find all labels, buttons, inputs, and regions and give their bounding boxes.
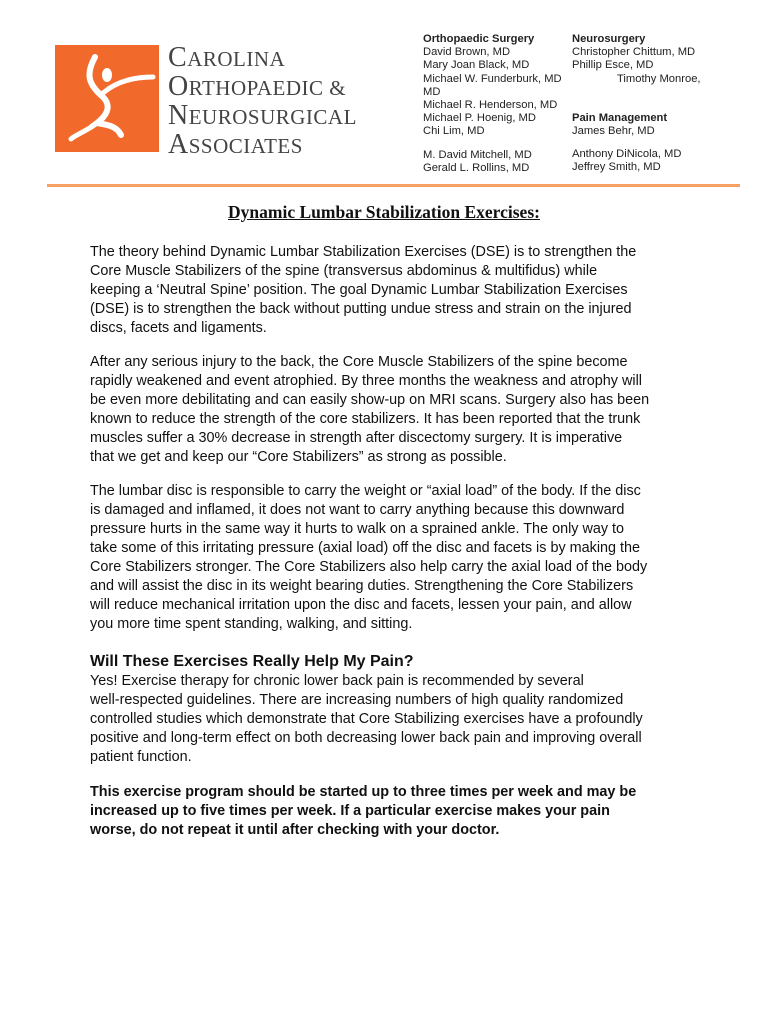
staff-name: Phillip Esce, MD <box>572 59 654 72</box>
logo-figure-icon <box>55 45 159 152</box>
text-line: worse, do not repeat it until after checking with your doctor. <box>90 822 500 838</box>
text-line: discs, facets and ligaments. <box>90 320 267 336</box>
text-line: known to reduce the strength of the core stabilizers. It has been reported that the trunk <box>90 411 641 427</box>
section-heading: Neurosurgery <box>572 33 646 45</box>
section-heading: Will These Exercises Really Help My Pain? <box>90 653 414 670</box>
paragraph-answer <box>90 672 643 767</box>
text-line: is damaged and inflamed, it does not want to carry anything because this downward <box>90 502 625 518</box>
text-line: controlled studies which demonstrate that Core Stabilizing exercises have a profoundly <box>90 711 643 727</box>
staff-name: Jeffrey Smith, MD <box>572 161 661 174</box>
text-line: muscles suffer a 30% decrease in strength after discectomy surgery. It is imperative <box>90 430 623 446</box>
staff-name: Michael R. Henderson, MD <box>423 99 558 112</box>
text-line: Core Stabilizers stronger. The Core Stabilizers also help carry the axial load of the body <box>90 559 648 575</box>
text-line: The lumbar disc is responsible to carry the weight or “axial load” of the body. If the disc <box>90 483 641 499</box>
staff-orthopaedic <box>423 33 562 175</box>
text-line: pressure hurts in the same way it hurts to walk on a sprained ankle. The only way to <box>90 521 625 537</box>
text-line: and will assist the disc in its weight bearing duties. Strengthening the Core Stabilizers <box>90 578 634 594</box>
staff-name: James Behr, MD <box>572 125 655 138</box>
text-line: increased up to five times per week. If a particular exercise makes your pain <box>90 803 610 819</box>
text-line: This exercise program should be started up to three times per week and may be <box>90 784 637 800</box>
text-line: patient function. <box>90 749 192 765</box>
text-line: The theory behind Dynamic Lumbar Stabilization Exercises (DSE) is to strengthen the <box>90 244 637 260</box>
text-line: well-respected guidelines. There are increasing numbers of high quality randomized <box>90 692 624 708</box>
staff-name: Timothy Monroe, <box>617 72 701 85</box>
text-line: be even more debilitating and can easily show-up on MRI scans. Surgery also has been <box>90 392 650 408</box>
text-line: keeping a ‘Neutral Spine’ position. The goal Dynamic Lumbar Stabilization Exercises <box>90 282 628 298</box>
staff-name: Michael W. Funderburk, MD <box>423 72 562 85</box>
page-title: Dynamic Lumbar Stabilization Exercises: <box>228 202 540 222</box>
staff-name: Anthony DiNicola, MD <box>572 148 682 161</box>
staff-name: David Brown, MD <box>423 46 511 59</box>
staff-name: Gerald L. Rollins, MD <box>423 161 530 174</box>
text-line: you more time spent standing, walking, and sitting. <box>90 616 413 632</box>
text-line: Yes! Exercise therapy for chronic lower back pain is recommended by several <box>90 673 584 689</box>
text-line: rapidly weakened and event atrophied. By three months the weakness and atrophy will <box>90 373 642 389</box>
section-heading: Orthopaedic Surgery <box>423 33 535 45</box>
staff-name: M. David Mitchell, MD <box>423 148 532 161</box>
paragraph-injury <box>90 353 649 467</box>
staff-neuro-pain <box>572 33 701 175</box>
staff-name: Mary Joan Black, MD <box>423 59 530 72</box>
section-heading: Pain Management <box>572 111 668 124</box>
paragraph-intro <box>90 243 636 338</box>
text-line: positive and long-term effect on both decreasing lower back pain and improving overall <box>90 730 642 746</box>
staff-name: Michael P. Hoenig, MD <box>423 112 536 125</box>
text-line: After any serious injury to the back, the Core Muscle Stabilizers of the spine become <box>90 354 628 370</box>
text-line: will reduce mechanical irritation upon the disc and facets, lessen your pain, and allow <box>90 597 632 613</box>
paragraph-disc <box>90 482 647 634</box>
text-line: that we get and keep our “Core Stabilizers” as strong as possible. <box>90 449 507 465</box>
header-divider <box>47 184 740 187</box>
logo-wordmark: CAROLINA ORTHOPAEDIC & NEUROSURGICAL ASSOCIATES <box>168 42 357 160</box>
paragraph-note <box>90 783 636 840</box>
text-line: Core Muscle Stabilizers of the spine (transversus abdominus & multifidus) while <box>90 263 598 279</box>
text-line: take some of this irritating pressure (axial load) off the disc and facets is by making the <box>90 540 641 556</box>
staff-name: Christopher Chittum, MD <box>572 46 696 59</box>
staff-name: Chi Lim, MD <box>423 125 485 138</box>
staff-name: MD <box>423 85 441 98</box>
text-line: (DSE) is to strengthen the back without putting undue stress and strain on the injured <box>90 301 632 317</box>
